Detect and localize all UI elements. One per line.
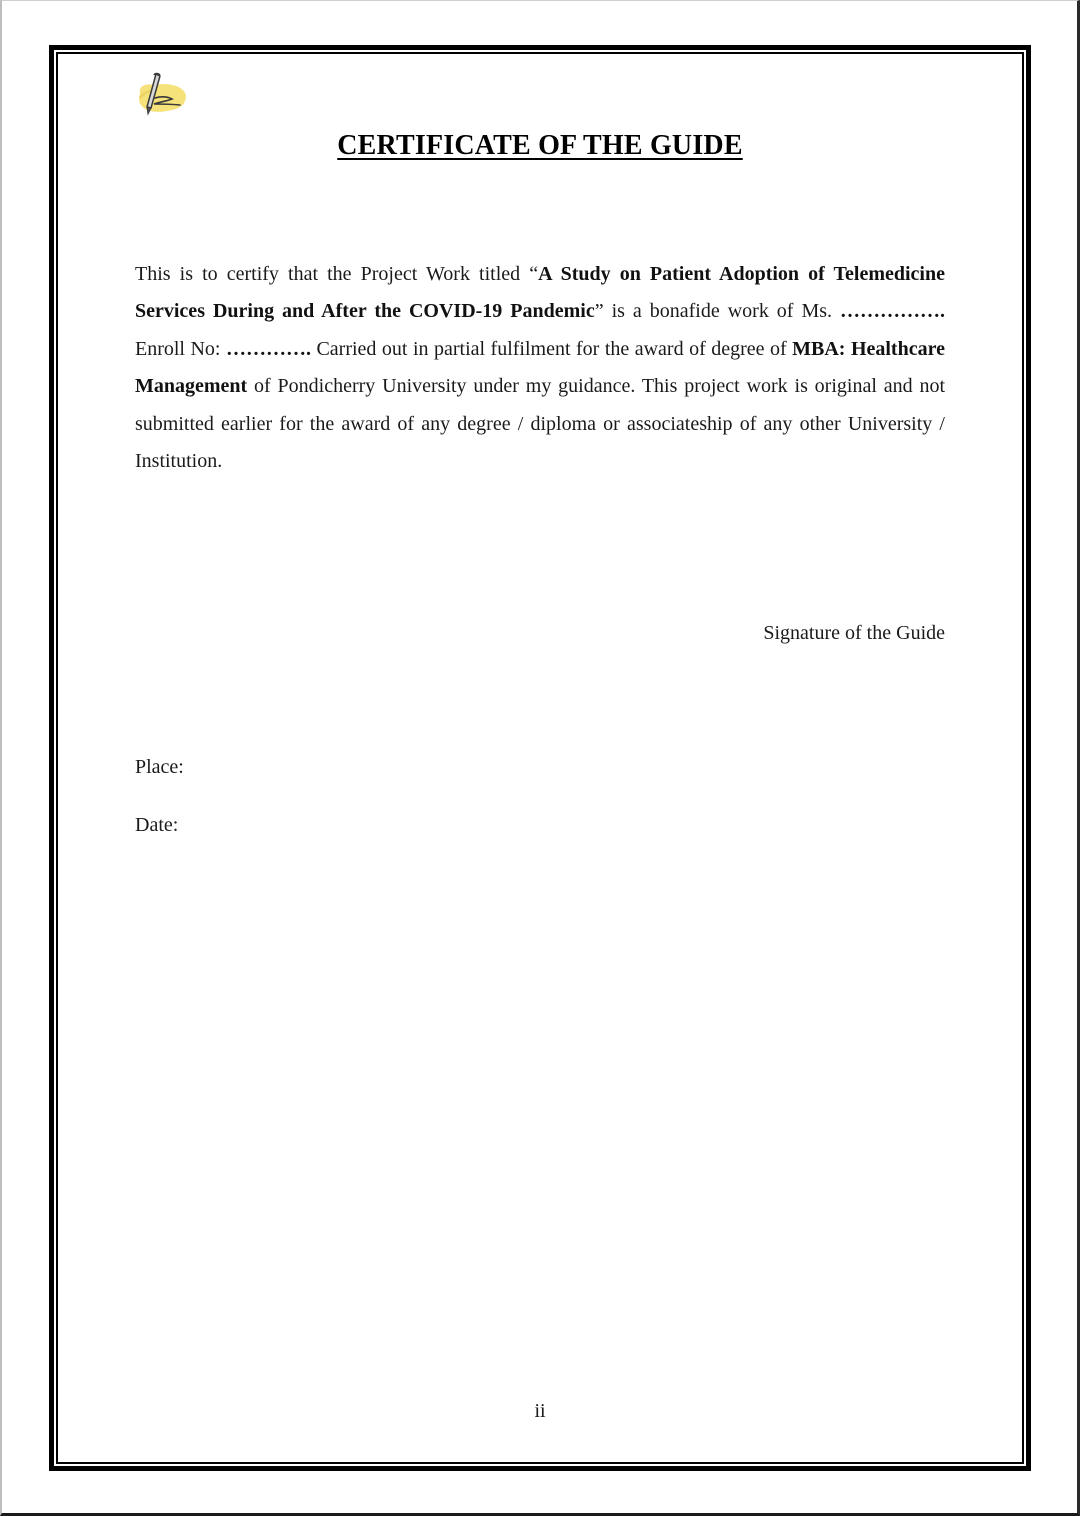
enroll-number-placeholder: ………….	[225, 337, 311, 360]
certificate-body	[135, 256, 945, 480]
certificate-text-intro: This is to certify that the Project Work titled “	[135, 263, 539, 285]
pen-writing-icon	[134, 70, 190, 120]
project-title: A Study on Patient Adoption of Telemedicine Services During and After the COVID-19 Pandemic	[135, 263, 945, 323]
certificate-text-award: Carried out in partial fulfilment for the award of degree of	[310, 337, 793, 360]
degree-name: MBA: Healthcare Management	[135, 337, 945, 398]
date-label: Date:	[135, 814, 179, 836]
signature-label: Signature of the Guide	[763, 622, 945, 644]
certificate-text-closing: of Pondicherry University under my guidance. This project work is original and not submitted earlier for the award of any degree / diploma or associateship of any other University / Institution.	[135, 375, 945, 473]
page-number: ii	[534, 1400, 546, 1422]
certificate-text-bonafide: ” is a bonafide work of Ms.	[594, 300, 840, 323]
place-label: Place:	[135, 756, 184, 778]
page-title: CERTIFICATE OF THE GUIDE	[337, 130, 743, 161]
enroll-label: Enroll No:	[135, 337, 226, 360]
student-name-placeholder: …………….	[840, 300, 945, 323]
